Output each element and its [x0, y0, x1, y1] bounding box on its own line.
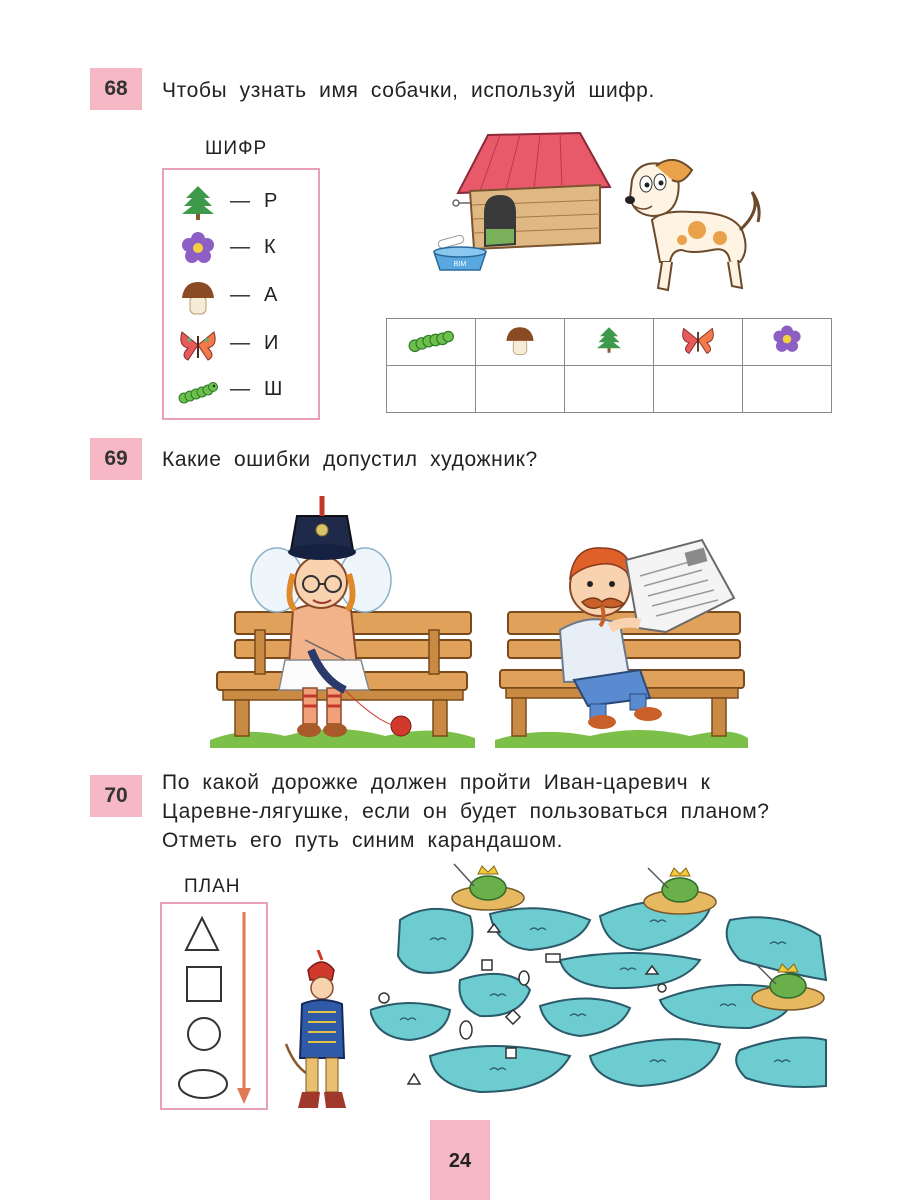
cipher-row: [164, 322, 318, 368]
cipher-dash: —: [230, 378, 250, 400]
task-70-line-2: Царевне-лягушке, если он будет пользоваться планом?: [162, 800, 770, 823]
cipher-dash: —: [230, 236, 250, 258]
flower-icon: [178, 230, 218, 268]
cipher-letter: Р: [264, 190, 278, 212]
butterfly-icon: [178, 326, 218, 364]
table-row: [387, 366, 832, 413]
cipher-box: [162, 168, 320, 420]
task-69-text: Какие ошибки допустил художник?: [162, 448, 538, 471]
mushroom-icon: [503, 323, 537, 357]
answer-cell-empty[interactable]: [387, 366, 476, 413]
dog-illustration: [612, 150, 772, 300]
cipher-letter: Ш: [264, 378, 283, 400]
caterpillar-icon: [408, 325, 454, 355]
flower-icon: [770, 323, 804, 357]
cipher-row: [164, 180, 318, 226]
task-68-number: 68: [90, 68, 142, 110]
ivan-tsarevich-illustration: [282, 950, 362, 1112]
butterfly-icon: [680, 323, 716, 357]
cipher-letter: И: [264, 332, 279, 354]
answer-cell-empty[interactable]: [476, 366, 565, 413]
task-70-line-3: Отметь его путь синим карандашом.: [162, 829, 564, 852]
frog-princess-icon: [644, 868, 716, 914]
ellipse-icon: [176, 1064, 230, 1104]
answer-cell-empty[interactable]: [565, 366, 654, 413]
dog-bowl-illustration: [430, 230, 490, 275]
tree-icon: [178, 184, 218, 222]
circle-icon: [184, 1014, 224, 1054]
cipher-row: [164, 368, 318, 414]
caterpillar-icon: [178, 372, 218, 410]
bowl-label: BIM: [453, 261, 467, 268]
girl-on-bench-illustration: [205, 490, 480, 750]
answer-cell-empty[interactable]: [654, 366, 743, 413]
cipher-letter: А: [264, 284, 278, 306]
answer-cell-icon: [565, 319, 654, 366]
task-69-number: 69: [90, 438, 142, 480]
page-number: 24: [430, 1120, 490, 1200]
cipher-dash: —: [230, 332, 250, 354]
plan-box: [160, 902, 268, 1110]
table-row: [387, 319, 832, 366]
cipher-title: ШИФР: [205, 138, 268, 159]
cipher-dash: —: [230, 284, 250, 306]
cipher-row: [164, 226, 318, 272]
triangle-icon: [182, 914, 222, 954]
answer-cell-icon: [476, 319, 565, 366]
answer-table: [386, 318, 832, 413]
answer-cell-icon: [387, 319, 476, 366]
arrow-down-icon: [234, 910, 254, 1106]
cipher-row: [164, 274, 318, 320]
answer-cell-icon: [654, 319, 743, 366]
answer-cell-icon: [743, 319, 832, 366]
task-70-number: 70: [90, 775, 142, 817]
answer-cell-empty[interactable]: [743, 366, 832, 413]
cipher-letter: К: [264, 236, 276, 258]
task-68-text: Чтобы узнать имя собачки, используй шифр.: [162, 79, 655, 102]
boy-with-newspaper-illustration: [490, 520, 750, 750]
frog-princess-icon: [452, 864, 524, 910]
cipher-dash: —: [230, 190, 250, 212]
tree-icon: [594, 322, 624, 358]
mushroom-icon: [178, 278, 218, 316]
swamp-maze-illustration[interactable]: [370, 860, 830, 1110]
plan-title: ПЛАН: [184, 876, 241, 897]
task-70-line-1: По какой дорожке должен пройти Иван-царевич к: [162, 771, 711, 794]
square-icon: [184, 964, 224, 1004]
